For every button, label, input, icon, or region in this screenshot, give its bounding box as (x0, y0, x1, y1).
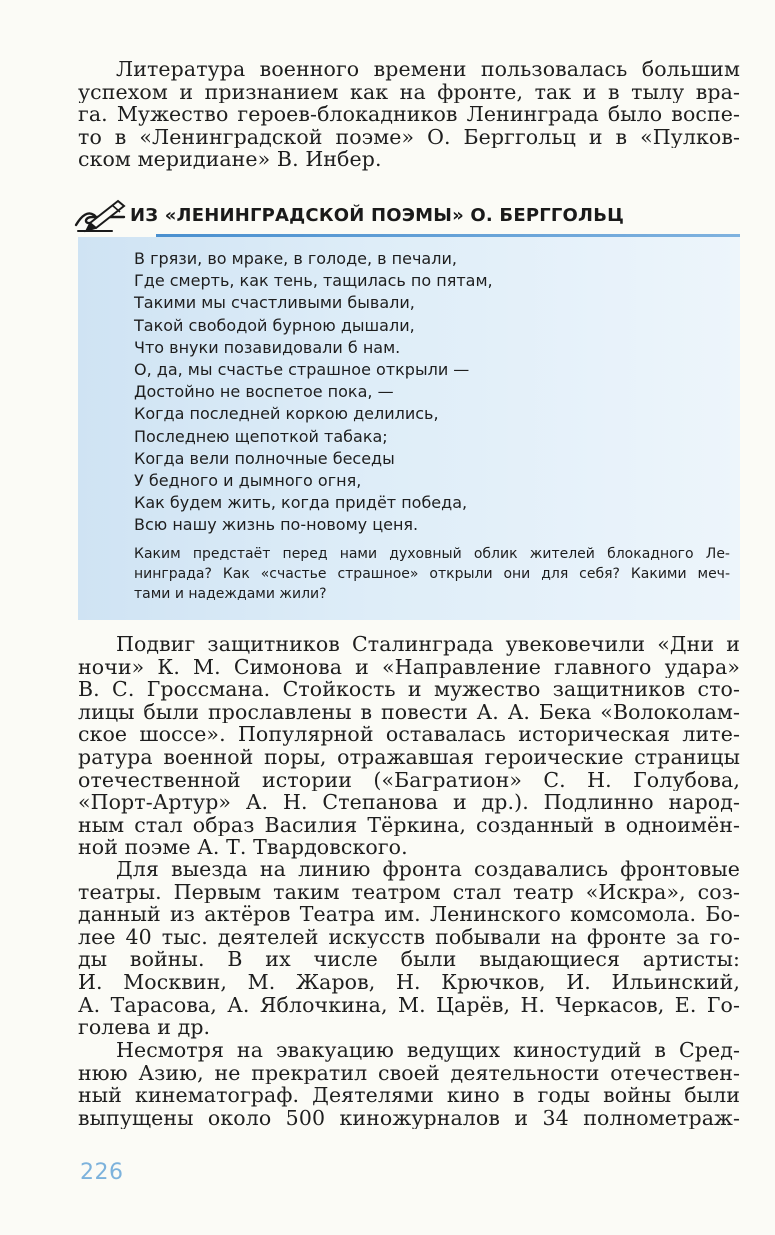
text-line: лицы были прославлены в повести А. А. Бека «Волоколам- (78, 700, 740, 724)
excerpt-header (78, 191, 740, 237)
text-line: ское шоссе». Популярной оставалась историческая лите- (78, 723, 740, 746)
poem-line: Где смерть, как тень, тащилась по пятам, (134, 271, 493, 291)
text-line: Литература военного времени пользовалась большим (116, 58, 740, 81)
text-line: отечественной истории («Багратион» С. Н. Голубова, (78, 768, 740, 792)
poem-excerpt-box (78, 191, 740, 620)
intro-paragraph (78, 58, 740, 171)
poem-line: У бедного и дымного огня, (134, 471, 362, 491)
text-line: то в «Ленинградской поэме» О. Берггольц и в «Пулков- (78, 125, 740, 149)
text-line: «Порт-Артур» А. Н. Степанова и др.). Подлинно народ- (78, 791, 740, 814)
poem-line: Что внуки позавидовали б нам. (134, 337, 401, 357)
poem-line: Такой свободой бурною дышали, (134, 315, 415, 335)
text-line: выпущены около 500 киножурналов и 34 полнометраж- (78, 1106, 740, 1130)
theatres-paragraph (78, 858, 740, 1039)
poem-line: В грязи, во мраке, в голоде, в печали, (134, 249, 457, 268)
text-line: ночи» К. М. Симонова и «Направление главного удара» (78, 655, 740, 679)
text-line: голева и др. (78, 1016, 211, 1039)
text-line: театры. Первым таким театром стал театр «Искра», соз- (78, 880, 740, 904)
poem-line: Такими мы счастливыми бывали, (134, 293, 415, 313)
text-line: ды войны. В их числе были выдающиеся артисты: (78, 948, 740, 971)
text-line: ный кинематограф. Деятелями кино в годы войны были (78, 1084, 740, 1107)
poem-line: О, да, мы счастье страшное открыли — (134, 360, 470, 380)
poem-line: Всю нашу жизнь по-новому ценя. (134, 515, 419, 535)
text-line: Несмотря на эвакуацию ведущих киностудий в Сред- (116, 1039, 740, 1062)
text-line: В. С. Гроссмана. Стойкость и мужество защитников сто- (78, 678, 740, 701)
cinema-paragraph (78, 1039, 740, 1129)
text-line: га. Мужество героев-блокадников Ленинграда было воспе- (78, 103, 740, 126)
poem-text (134, 248, 493, 537)
poem-line: Когда вели полночные беседы (134, 448, 395, 468)
question-line: тами и надеждами жили? (134, 586, 327, 602)
excerpt-title: ИЗ «ЛЕНИНГРАДСКОЙ ПОЭМЫ» О. БЕРГГОЛЬЦ (130, 205, 625, 226)
text-line: ной поэме А. Т. Твардовского. (78, 836, 408, 859)
text-line: ском меридиане» В. Инбер. (78, 148, 382, 171)
poem-line: Достойно не воспетое пока, — (134, 382, 394, 402)
text-line: данный из актёров Театра им. Ленинского комсомола. Бо- (78, 903, 740, 926)
page-number: 226 (80, 1160, 124, 1185)
text-line: ным стал образ Василия Тёркина, созданный в одноимён- (78, 813, 740, 837)
poem-line: Последнею щепоткой табака; (134, 426, 388, 446)
text-line: Для выезда на линию фронта создавались фронтовые (116, 858, 740, 881)
poem-line: Как будем жить, когда придёт победа, (134, 493, 468, 513)
text-line: успехом и признанием как на фронте, так и в тылу вра- (78, 80, 740, 104)
text-line: нюю Азию, не прекратил своей деятельности отечествен- (78, 1061, 740, 1085)
question-line: нинграда? Как «счастье страшное» открыли они для себя? Какими меч- (134, 566, 730, 582)
text-line: ратура военной поры, отражавшая героические страницы (78, 745, 740, 769)
header-accent-line (156, 234, 740, 237)
pen-writing-icon (72, 193, 132, 235)
stalingrad-paragraph (78, 633, 740, 859)
text-line: И. Москвин, М. Жаров, Н. Крючков, И. Ильинский, (78, 970, 740, 994)
discussion-question (134, 544, 730, 604)
text-line: Подвиг защитников Сталинграда увековечили «Дни и (116, 633, 740, 656)
poem-line: Когда последней коркою делились, (134, 404, 439, 424)
text-line: А. Тарасова, А. Яблочкина, М. Царёв, Н. Черкасов, Е. Го- (78, 993, 740, 1017)
text-line: лее 40 тыс. деятелей искусств побывали на фронте за го- (78, 925, 740, 949)
question-line: Каким предстаёт перед нами духовный облик жителей блокадного Ле- (134, 546, 730, 562)
